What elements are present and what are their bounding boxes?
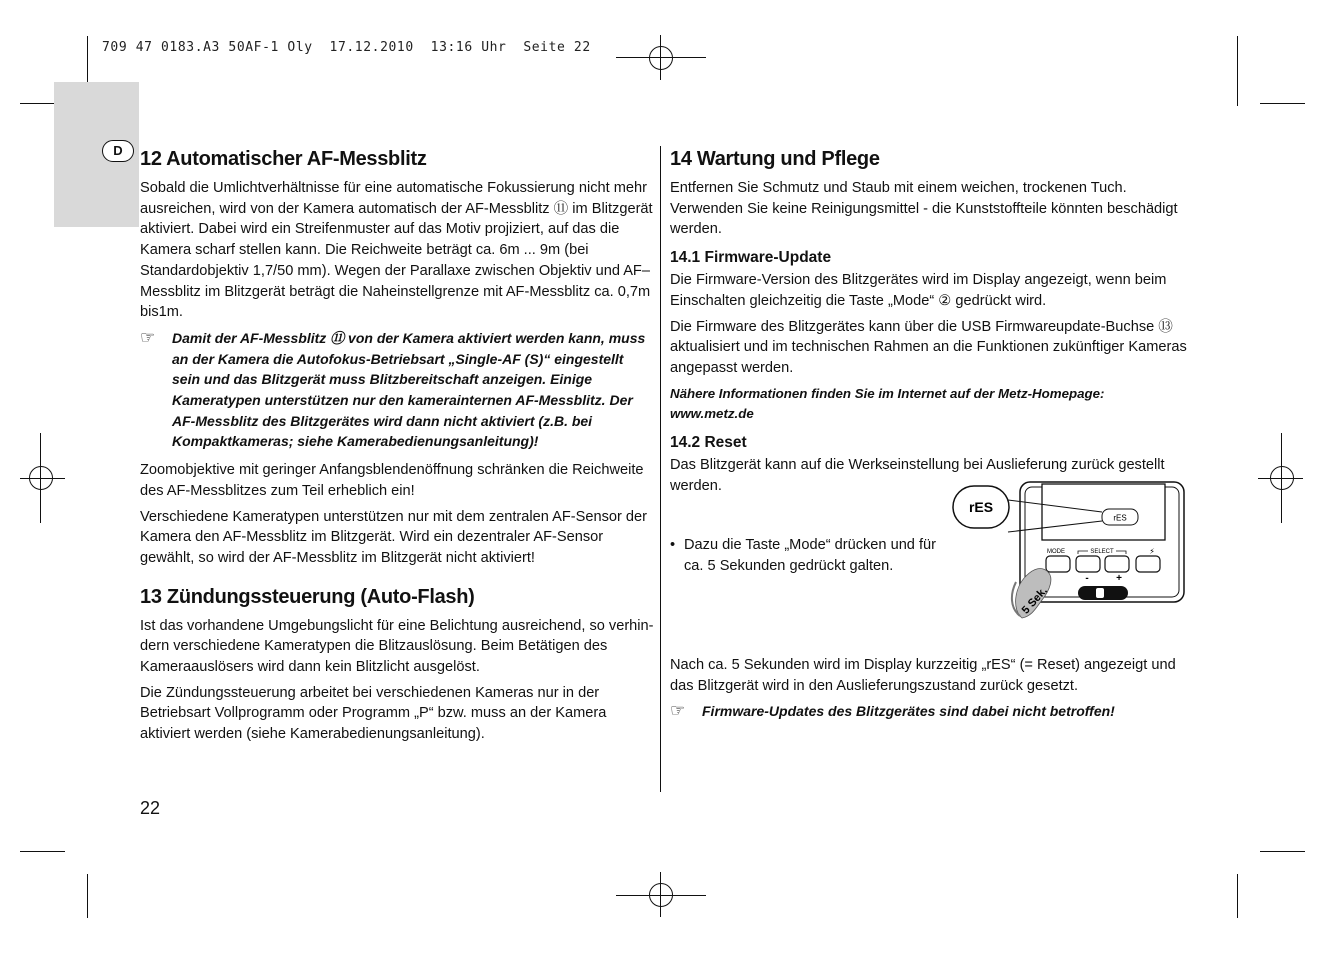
select-plus-button xyxy=(1105,556,1129,572)
select-minus-button xyxy=(1076,556,1100,572)
crop-mark xyxy=(616,895,706,896)
section-14-2-paragraph: Das Blitzgerät kann auf die Werkseinstellung bei Auslieferung zurück gestellt werden. xyxy=(670,457,1165,494)
page-number: 22 xyxy=(140,798,161,818)
display-res-text: rES xyxy=(1113,513,1127,523)
crop-mark xyxy=(660,35,661,80)
crop-mark xyxy=(20,478,65,479)
note-text: Firmware-Updates des Blitzgerätes sind dabei nicht betroffen! xyxy=(702,703,1115,720)
section-13-paragraph: Die Zündungssteuerung arbeitet bei verschiedenen Kameras nur in der Betriebsart Vollprogramm oder Programm „P“ bzw. muss an der Kamera aktiviert werden (siehe Kamerabedienungsanleitung). xyxy=(140,684,607,743)
section-12-paragraph: Sobald die Umlichtverhältnisse für eine automatische Fokussierung nicht mehr ausreichen, wird von der Kamera automatisch der AF-Messblitz ⑪ im Blitzgerät aktiviert. Dabei wird ein Streifenmuster auf das Motiv projiziert, auf das die Kamera scharf stellen kann. Die Reichweite beträgt ca. 6m ... 9m (bei Standardobjektiv 1,7/50 mm). Wegen der Parallaxe zwischen Objektiv und AF–Messblitz im Blitzgerät beträgt die Naheinstellgrenze mit AF-Messblitz ca. 0,7m bis1m. xyxy=(140,180,653,321)
crop-mark xyxy=(660,872,661,917)
crop-mark xyxy=(1237,36,1238,106)
timer-label: 5 Sek. xyxy=(1019,584,1050,617)
left-column xyxy=(140,146,655,750)
section-14-title: 14 Wartung und Pflege xyxy=(670,148,880,170)
section-14-1-paragraph: Die Firmware des Blitzgerätes kann über die USB Firmwareupdate-Buchse ⑬ aktualisiert und im technischen Rahmen an die Funktionen zukünftiger Kameras angepasst werden. xyxy=(670,318,1187,376)
registration-mark xyxy=(649,46,673,70)
crop-mark xyxy=(1260,851,1305,852)
section-12-paragraph: Zoomobjektive mit geringer Anfangsblendenöffnung schränken die Reichweite des AF-Messblitzes zum Teil erheblich ein! xyxy=(140,462,644,499)
bullet-dot: • xyxy=(670,537,676,554)
flash-symbol: ⚡ xyxy=(1149,547,1155,556)
section-14-paragraph: Entfernen Sie Schmutz und Staub mit einem weichen, trockenen Tuch. Verwenden Sie keine Reinigungsmittel - die Kunststoffteile könnten beschädigt werden. xyxy=(670,180,1178,238)
bullet-text: Dazu die Taste „Mode“ drücken und für ca. 5 Sekunden gedrückt galten. xyxy=(684,537,937,575)
power-switch-knob xyxy=(1096,588,1104,598)
section-13-paragraph: Ist das vorhandene Umgebungslicht für eine Belichtung ausreichend, so verhin- dern verschiedene Kameratypen die Blitzauslösung. Beim Betätigen des Kameraauslösers wird dann kein Blitzlicht ausgelöst. xyxy=(140,617,654,676)
bullet-item xyxy=(670,535,945,576)
crop-mark xyxy=(87,874,88,918)
section-14-1-title: 14.1 Firmware-Update xyxy=(670,249,832,267)
crop-mark xyxy=(1260,103,1305,104)
section-14-2-title: 14.2 Reset xyxy=(670,434,747,452)
info-line: Nähere Informationen finden Sie im Internet auf der Metz-Homepage: www.metz.de xyxy=(670,385,1105,422)
callout-text: rES xyxy=(968,499,994,515)
right-column xyxy=(670,146,1190,730)
print-header: 709 47 0183.A3 50AF-1 Oly 17.12.2010 13:16 Uhr Seite 22 xyxy=(102,40,591,55)
section-12-title: 12 Automatischer AF-Messblitz xyxy=(140,148,427,170)
pointing-hand-icon: ☞ xyxy=(140,327,156,347)
note xyxy=(670,701,1190,722)
flash-unit-figure xyxy=(950,478,1190,620)
section-14-1-paragraph: Die Firmware-Version des Blitzgerätes wird im Display angezeigt, wenn beim Einschalten gleichzeitig die Taste „Mode“ ② gedrückt wird. xyxy=(670,272,1167,309)
language-badge: D xyxy=(102,140,134,162)
note-text: Damit der AF-Messblitz ⑪ von der Kamera aktiviert werden kann, muss an der Kamera die Autofokus-Betriebsart „Single-AF (S)“ eingestellt sein und das Blitzgerät muss Blitzbereitschaft anzeigen. Einige Kameratypen unterstützen nur den kamerainternen AF-Messblitz. Der AF-Messblitz des Blitzgerätes wird dann nicht aktiviert (z.B. bei Kompaktkameras; siehe Kamerabedienungsanleitung)! xyxy=(172,329,646,450)
crop-mark xyxy=(20,851,65,852)
section-12-paragraph: Verschiedene Kameratypen unterstützen nur mit dem zentralen AF-Sensor der Kamera den AF-Messblitz im Blitzgerät. Wird ein dezentraler AF-Sensor gewählt, so wird der AF-Messblitz im Blitzgerät nicht aktiviert! xyxy=(140,508,647,566)
section-14-2-paragraph: Nach ca. 5 Sekunden wird im Display kurzzeitig „rES“ (= Reset) angezeigt und das Blitzgerät wird in den Auslieferungszustand zurück gesetzt. xyxy=(670,656,1176,694)
flash-button xyxy=(1136,556,1160,572)
select-label: SELECT xyxy=(1090,549,1114,555)
plus-label: + xyxy=(1116,573,1122,584)
note xyxy=(140,328,655,452)
pointing-hand-icon: ☞ xyxy=(670,701,686,721)
section-13-title: 13 Zündungssteuerung (Auto-Flash) xyxy=(140,585,475,608)
crop-mark xyxy=(1258,478,1303,479)
minus-label: - xyxy=(1085,573,1089,584)
mode-label: MODE xyxy=(1047,549,1065,555)
mode-button xyxy=(1046,556,1070,572)
crop-mark xyxy=(616,57,706,58)
crop-mark xyxy=(1237,874,1238,918)
column-divider xyxy=(660,146,661,792)
